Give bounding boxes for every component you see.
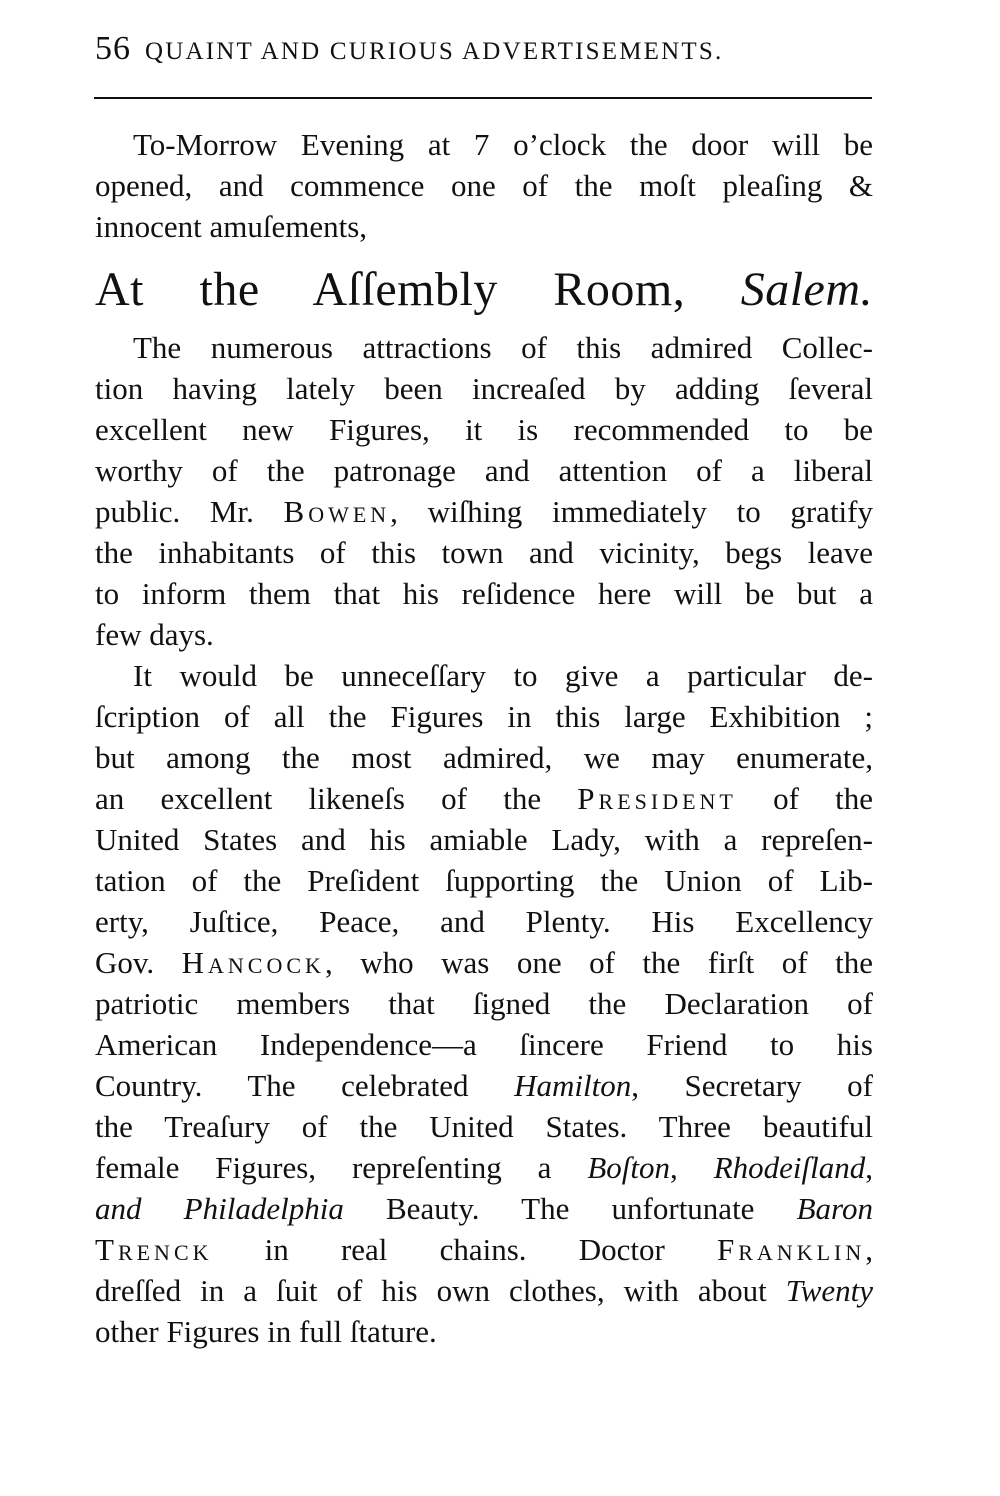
text-run: Country. The celebrated xyxy=(95,1068,515,1103)
name-bowen-smallcaps: OWEN xyxy=(308,502,391,527)
running-head xyxy=(95,30,875,74)
page-number: 56 xyxy=(95,30,131,67)
text-line: patriotic members that ſigned the Declaration of xyxy=(95,986,873,1021)
running-title: QUAINT AND CURIOUS ADVERTISEMENTS. xyxy=(145,38,724,65)
text-run: , xyxy=(865,1232,873,1267)
text-line: It would be unneceſſary to give a particular de- xyxy=(133,658,873,693)
hancock-initial: H xyxy=(181,945,209,980)
text-run: , xyxy=(670,1150,714,1185)
text-line: worthy of the patronage and attention of a liberal xyxy=(95,453,873,488)
heading-word: Room, xyxy=(553,263,686,316)
text-line xyxy=(95,1188,873,1229)
name-bowen-initial: B xyxy=(283,494,309,529)
text-line xyxy=(95,1065,873,1106)
text-run: Beauty. The unfortunate xyxy=(343,1191,797,1226)
text-line: tion having lately been increaſed by adding ſeveral xyxy=(95,371,873,406)
text-run: , Secretary of xyxy=(631,1068,873,1103)
text-run: female Figures, repreſenting a xyxy=(95,1150,588,1185)
text-line: United States and his amiable Lady, with a repreſen- xyxy=(95,822,873,857)
text-line: erty, Juſtice, Peace, and Plenty. His Excellency xyxy=(95,904,873,939)
text-line xyxy=(95,1147,873,1188)
heading-word: the xyxy=(199,263,260,316)
franklin-initial: F xyxy=(717,1232,739,1267)
text-line: excellent new Figures, it is recommended to be xyxy=(95,412,873,447)
text-line: to inform them that his reſidence here will be but a xyxy=(95,576,873,611)
rhodeisland-italic: Rhodeiſland xyxy=(713,1150,866,1185)
text-run: , xyxy=(865,1150,873,1185)
hamilton-italic: Hamilton xyxy=(514,1068,632,1103)
text-line: other Figures in full ſtature. xyxy=(95,1314,437,1349)
text-line: innocent amuſements, xyxy=(95,209,368,244)
president-smallcaps: RESIDENT xyxy=(598,789,737,814)
text-line: opened, and commence one of the moſt pleaſing & xyxy=(95,168,873,203)
text-run: dreſſed in a ſuit of his own clothes, with about xyxy=(95,1273,786,1308)
president-initial: P xyxy=(577,781,599,816)
text-run: , wiſhing immediately to gratify xyxy=(390,494,873,529)
twenty-italic: Twenty xyxy=(785,1273,873,1308)
text-line xyxy=(95,491,873,532)
trenck-smallcaps: RENCK xyxy=(117,1240,213,1265)
text-run: an excellent likeneſs of the xyxy=(95,781,578,816)
trenck-initial: T xyxy=(95,1232,118,1267)
venue-heading xyxy=(95,255,873,325)
heading-word: Aſſembly xyxy=(312,263,498,316)
franklin-smallcaps: RANKLIN xyxy=(738,1240,866,1265)
text-line: tation of the Preſident ſupporting the Union of Lib- xyxy=(95,863,873,898)
text-run: of the xyxy=(736,781,873,816)
text-line xyxy=(95,942,873,983)
text-line: the Treaſury of the United States. Three beautiful xyxy=(95,1109,873,1144)
header-rule xyxy=(94,97,872,99)
text-line: To-Morrow Evening at 7 o’clock the door will be xyxy=(133,127,873,162)
baron-italic: Baron xyxy=(796,1191,873,1226)
philadelphia-italic: and Philadelphia xyxy=(95,1191,344,1226)
boston-italic: Boſton xyxy=(587,1150,671,1185)
hancock-smallcaps: ANCOCK xyxy=(208,953,325,978)
advertisement-text xyxy=(95,124,873,1352)
text-line: ſcription of all the Figures in this large Exhibition ; xyxy=(95,699,873,734)
heading-place: Salem. xyxy=(740,263,874,316)
text-run: , who was one of the firſt of the xyxy=(324,945,874,980)
text-line xyxy=(95,778,873,819)
text-run: in real chains. Doctor xyxy=(212,1232,717,1267)
text-line: few days. xyxy=(95,617,214,652)
text-line: but among the most admired, we may enumerate, xyxy=(95,740,873,775)
text-line: The numerous attractions of this admired Collec- xyxy=(133,330,873,365)
heading-word: At xyxy=(95,263,144,316)
text-run: Gov. xyxy=(95,945,182,980)
text-line xyxy=(95,1270,873,1311)
text-line: American Independence—a ſincere Friend to his xyxy=(95,1027,873,1062)
text-line: the inhabitants of this town and vicinity, begs leave xyxy=(95,535,873,570)
text-run: public. Mr. xyxy=(95,494,284,529)
text-line xyxy=(95,1229,873,1270)
